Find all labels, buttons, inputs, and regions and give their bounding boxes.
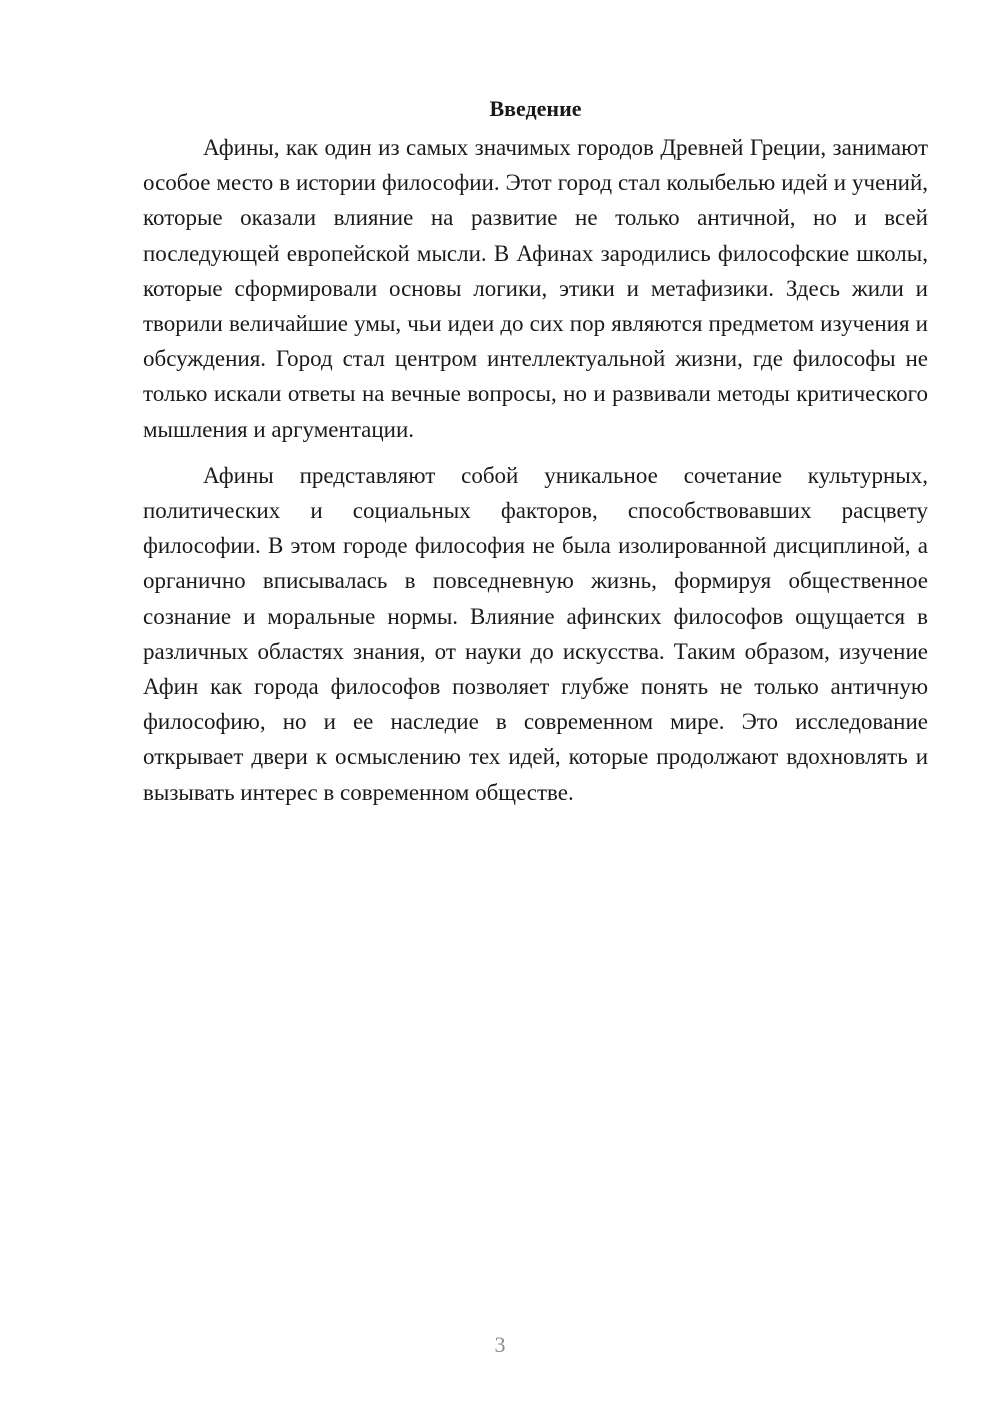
section-title: Введение: [489, 96, 582, 121]
page-number: 3: [494, 1332, 506, 1357]
page-content: [143, 94, 928, 810]
paragraph-2: Афины представляют собой уникальное сочетание культурных, политических и социальных факторов, способствовавших расцвету философии. В этом городе философия не была изолированной дисциплиной, а органично вписывалась в повседневную жизнь, формируя общественное сознание и моральные нормы. Влияние афинских философов ощущается в различных областях знания, от науки до искусства. Таким образом, изучение Афин как города философов позволяет глубже понять не только античную философию, но и ее наследие в современном мире. Это исследование открывает двери к осмыслению тех идей, которые продолжают вдохновлять и вызывать интерес в современном обществе.: [143, 462, 928, 805]
paragraph-1: Афины, как один из самых значимых городов Древней Греции, занимают особое место в истории философии. Этот город стал колыбелью идей и учений, которые оказали влияние на развитие не только античной, но и всей последующей европейской мысли. В Афинах зародились философские школы, которые сформировали основы логики, этики и метафизики. Здесь жили и творили величайшие умы, чьи идеи до сих пор являются предметом изучения и обсуждения. Город стал центром интеллектуальной жизни, где философы не только искали ответы на вечные вопросы, но и развивали методы критического мышления и аргументации.: [143, 135, 928, 442]
